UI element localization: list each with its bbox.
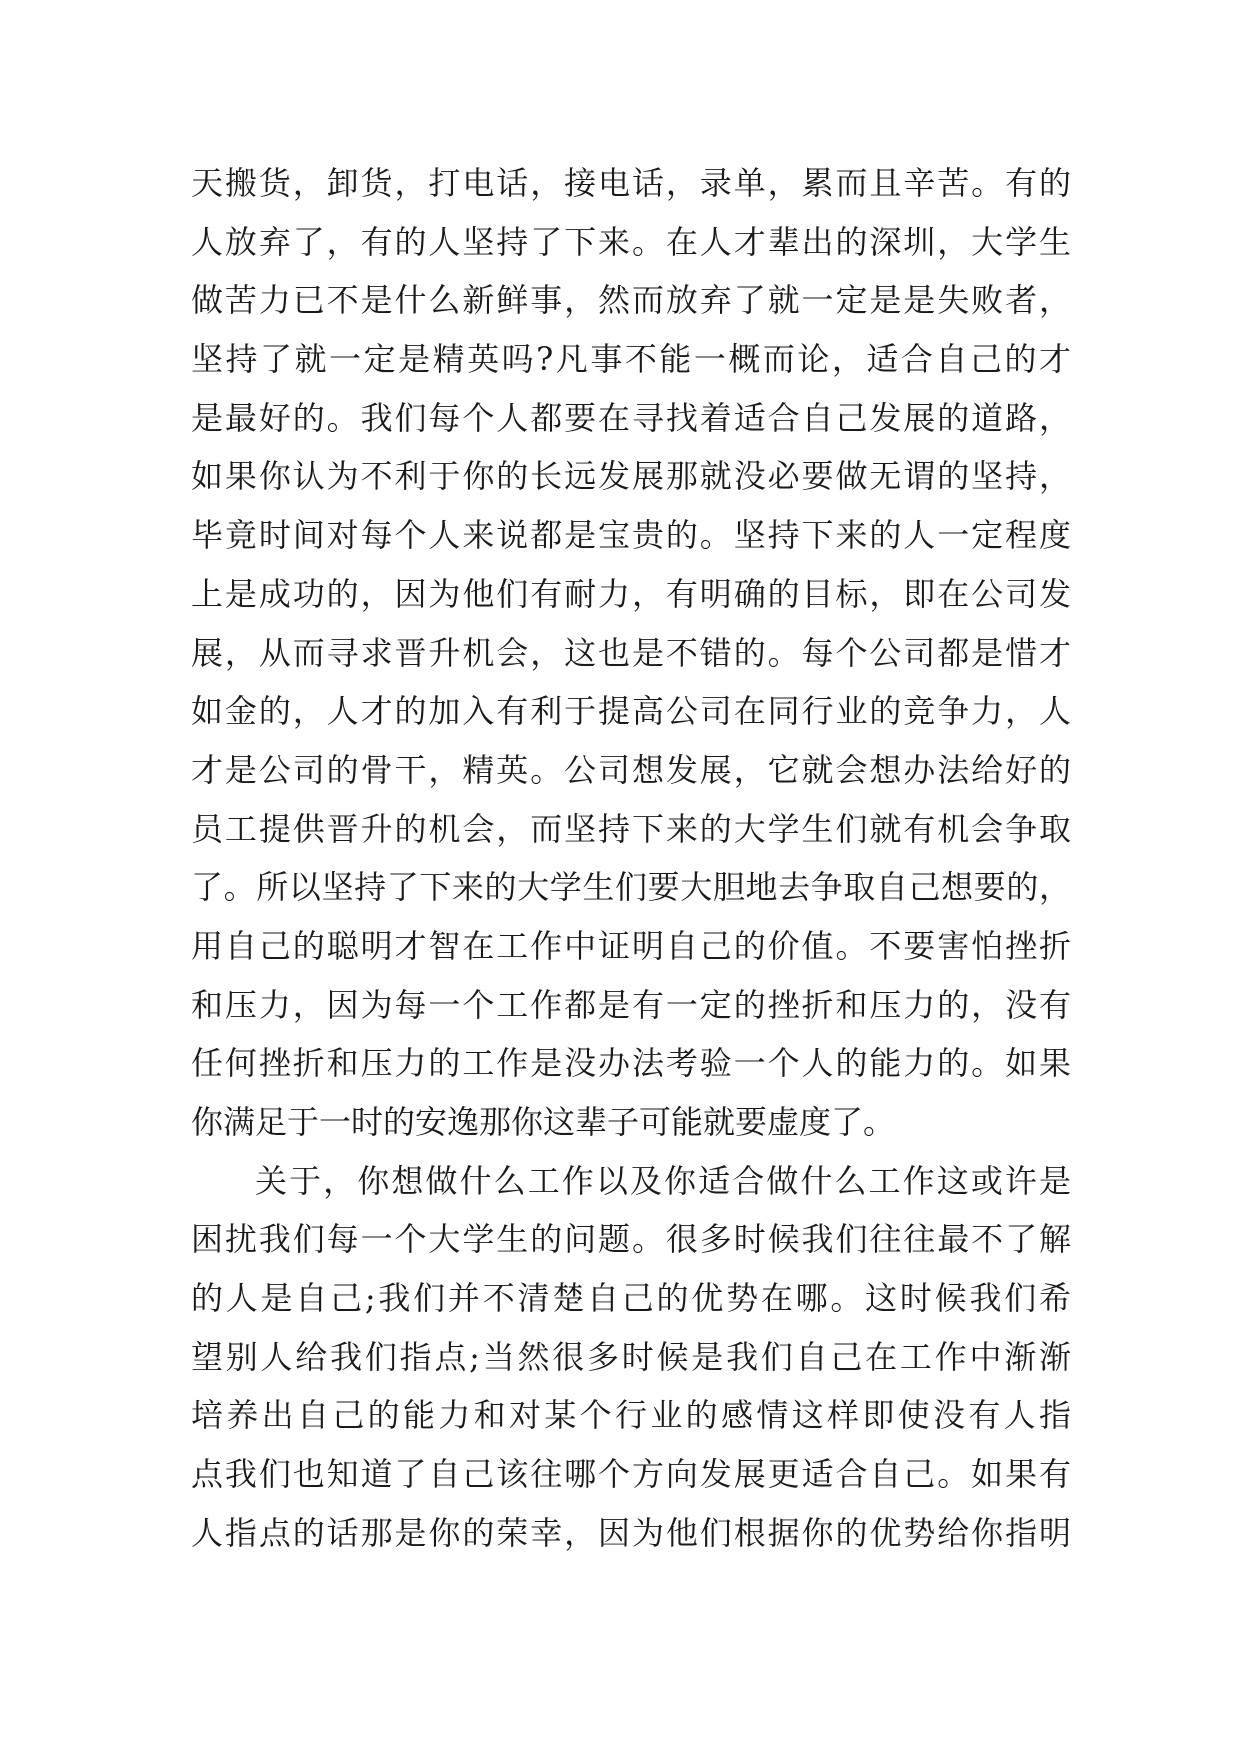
body-text xyxy=(191,154,1071,1563)
text-line: 困扰我们每一个大学生的问题。很多时候我们往往最不了解 xyxy=(191,1220,1071,1259)
text-line: 坚持了就一定是精英吗?凡事不能一概而论，适合自己的才 xyxy=(191,340,1071,379)
text-line: 上是成功的，因为他们有耐力，有明确的目标，即在公司发 xyxy=(191,574,1071,613)
text-line: 了。所以坚持了下来的大学生们要大胆地去争取自己想要的， xyxy=(191,868,1071,907)
text-line: 如果你认为不利于你的长远发展那就没必要做无谓的坚持， xyxy=(191,457,1071,496)
text-line: 你满足于一时的安逸那你这辈子可能就要虚度了。 xyxy=(191,1103,896,1141)
text-line: 的人是自己;我们并不清楚自己的优势在哪。这时候我们希 xyxy=(191,1279,1071,1318)
text-line: 毕竟时间对每个人来说都是宝贵的。坚持下来的人一定程度 xyxy=(191,516,1071,555)
text-line: 人指点的话那是你的荣幸，因为他们根据你的优势给你指明 xyxy=(191,1513,1071,1552)
text-line: 培养出自己的能力和对某个行业的感情这样即使没有人指 xyxy=(191,1396,1071,1435)
text-line: 天搬货，卸货，打电话，接电话，录单，累而且辛苦。有的 xyxy=(191,164,1071,202)
text-line: 用自己的聪明才智在工作中证明自己的价值。不要害怕挫折 xyxy=(191,926,1071,965)
text-line: 望别人给我们指点;当然很多时候是我们自己在工作中渐渐 xyxy=(191,1337,1071,1376)
text-line: 和压力，因为每一个工作都是有一定的挫折和压力的，没有 xyxy=(191,985,1071,1024)
text-line: 如金的，人才的加入有利于提高公司在同行业的竞争力，人 xyxy=(191,692,1071,731)
text-line: 人放弃了，有的人坚持了下来。在人才辈出的深圳，大学生 xyxy=(191,222,1071,261)
text-line: 点我们也知道了自己该往哪个方向发展更适合自己。如果有 xyxy=(191,1455,1071,1494)
text-line: 关于，你想做什么工作以及你适合做什么工作这或许是 xyxy=(255,1161,1071,1200)
text-line: 才是公司的骨干，精英。公司想发展，它就会想办法给好的 xyxy=(191,750,1071,789)
text-line: 展，从而寻求晋升机会，这也是不错的。每个公司都是惜才 xyxy=(191,633,1071,672)
text-line: 是最好的。我们每个人都要在寻找着适合自己发展的道路， xyxy=(191,398,1071,437)
text-line: 做苦力已不是什么新鲜事，然而放弃了就一定是是失败者， xyxy=(191,281,1071,320)
text-line: 员工提供晋升的机会，而坚持下来的大学生们就有机会争取 xyxy=(191,809,1071,848)
text-line: 任何挫折和压力的工作是没办法考验一个人的能力的。如果 xyxy=(191,1044,1071,1083)
